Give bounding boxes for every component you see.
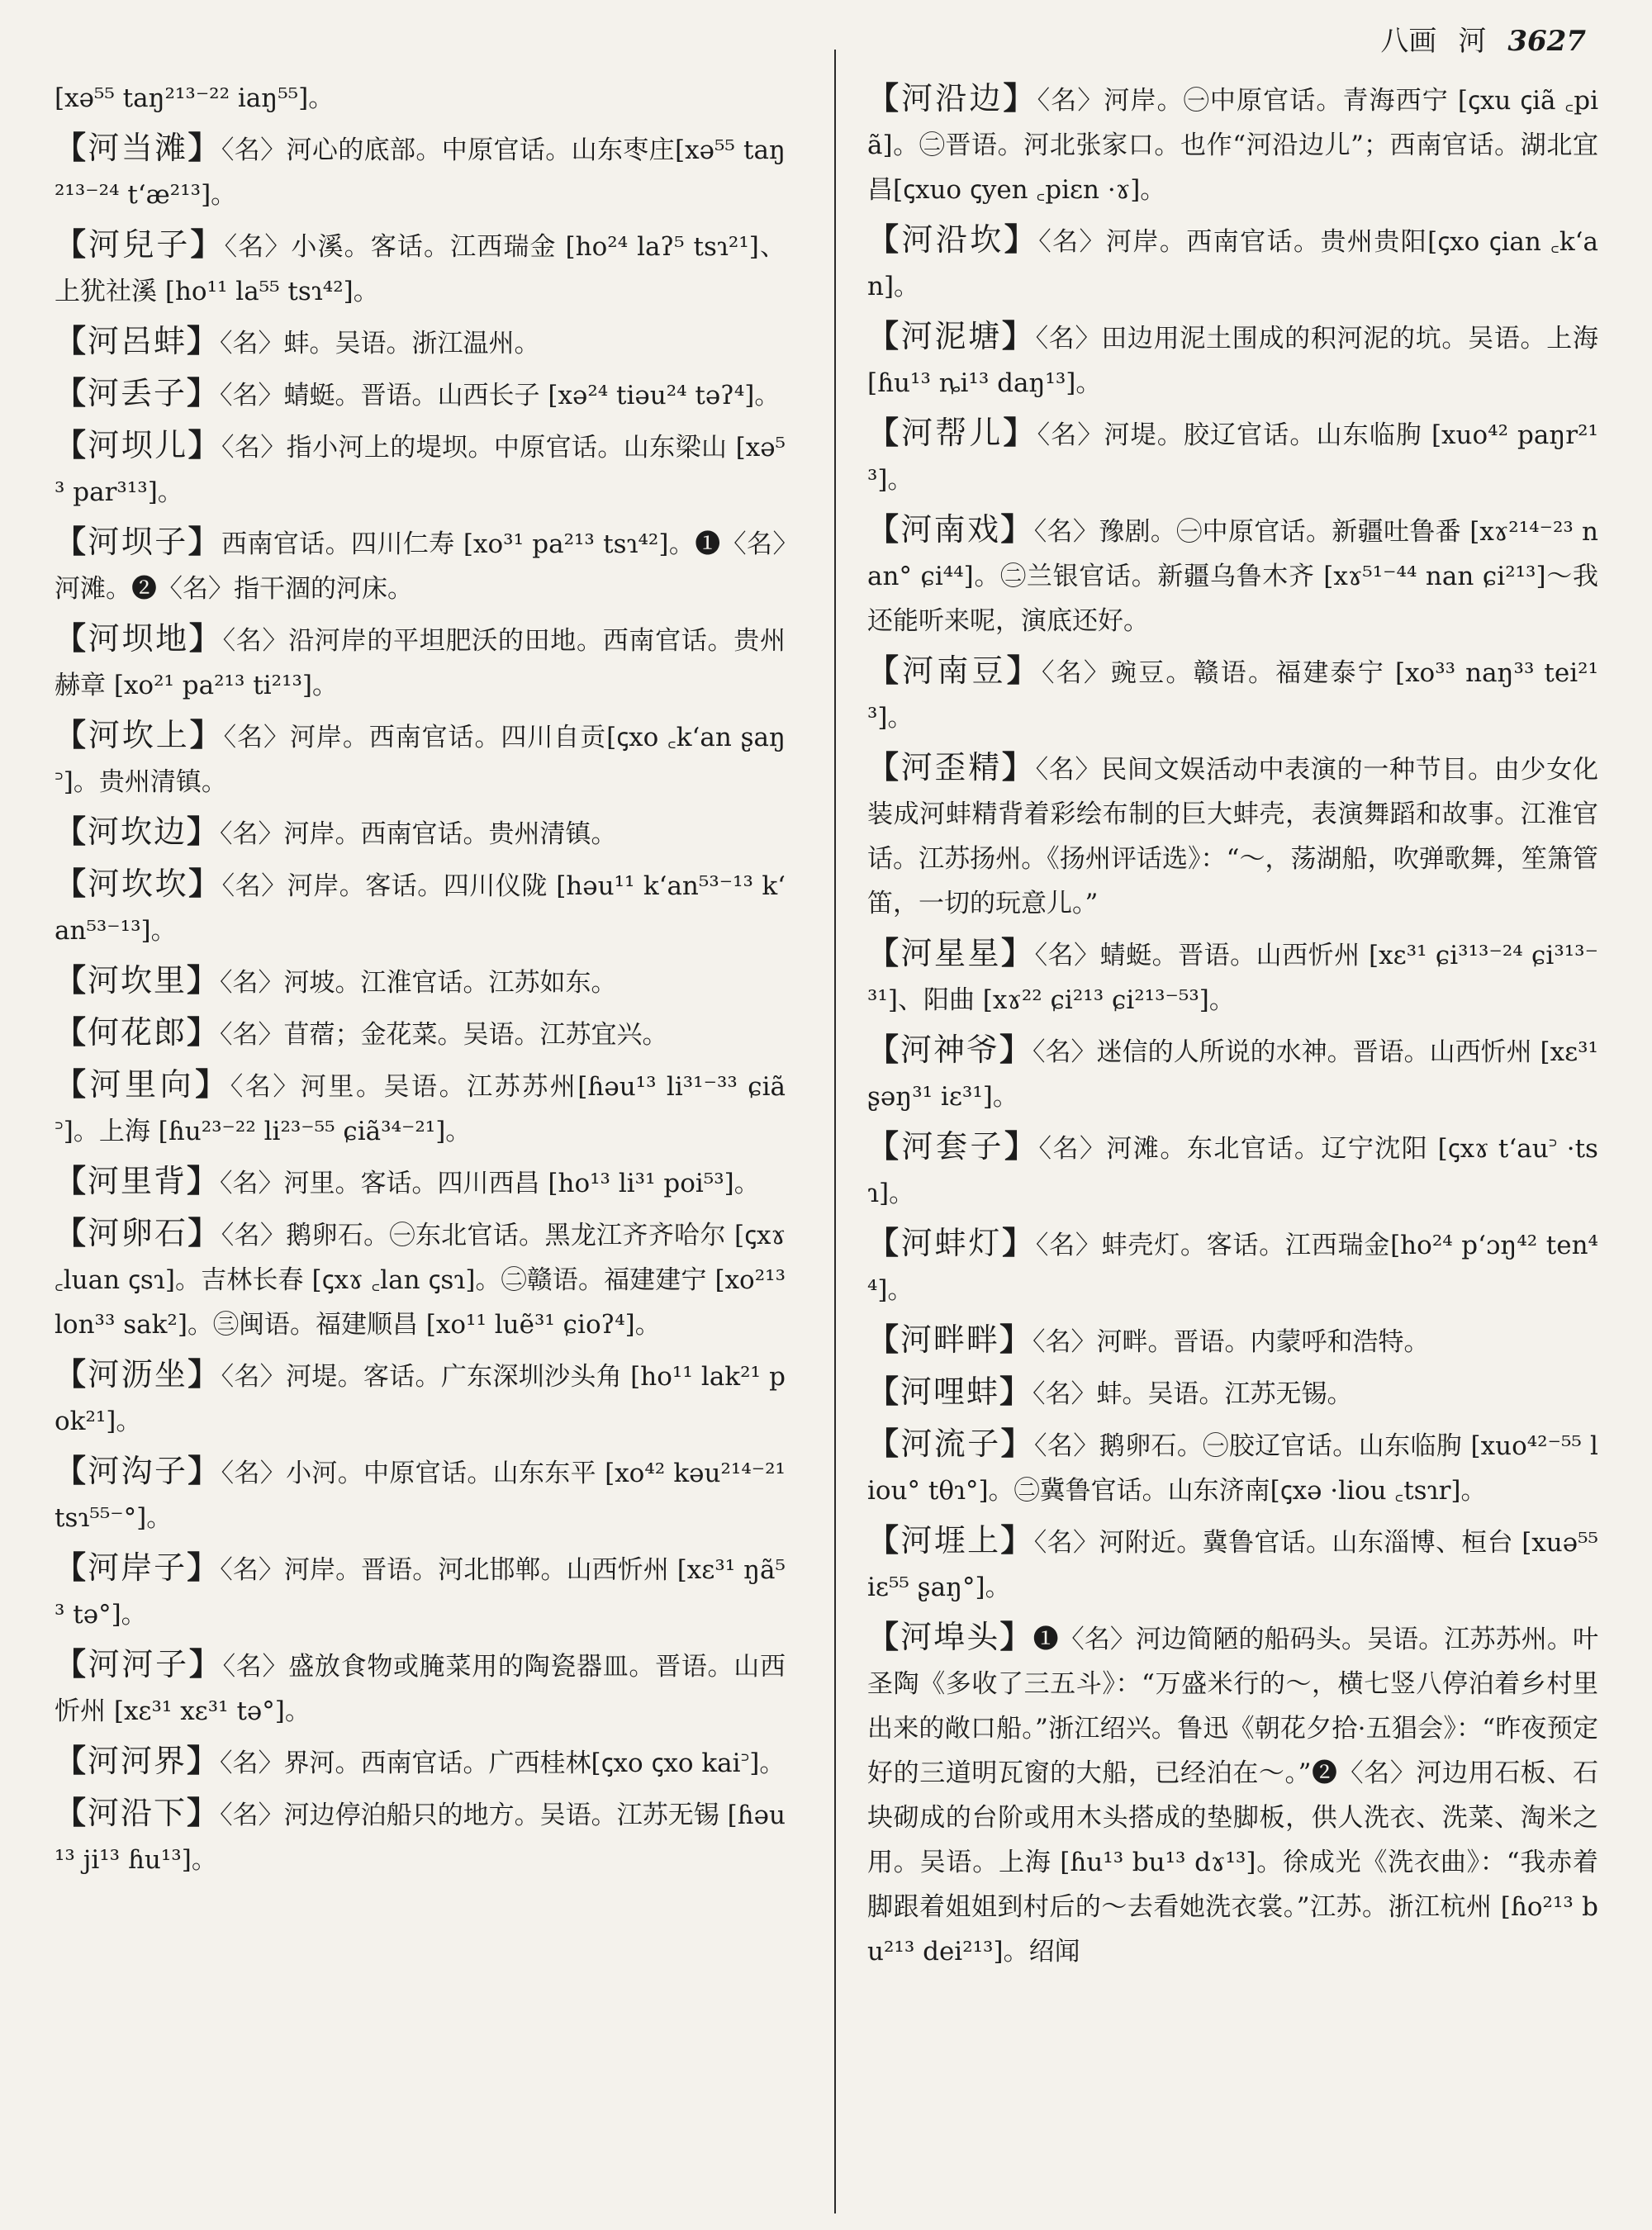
dictionary-entry [55, 371, 786, 418]
entry-headword: 【河流子】 [867, 1425, 1035, 1462]
entry-text: 〈名〉河畔。晋语。内蒙呼和浩特。 [1032, 1327, 1430, 1357]
entry-headword: 【河畔畔】 [867, 1321, 1033, 1358]
dictionary-entry [55, 1545, 786, 1637]
dictionary-entry [55, 222, 786, 314]
entry-headword: 【河坎里】 [55, 961, 221, 999]
entry-text: 〈名〉迷信的人所说的水神。晋语。山西忻州 [xɛ³¹ ʂəŋ³¹ iɛ³¹]。 [867, 1037, 1598, 1112]
entry-text: 〈名〉河堤。客话。广东深圳沙头角 [ho¹¹ lak²¹ pok²¹]。 [55, 1362, 786, 1436]
dictionary-entry [867, 410, 1598, 502]
entry-headword: 【河河子】 [55, 1645, 223, 1682]
entry-text: 〈名〉蚌。吴语。浙江温州。 [220, 329, 540, 358]
dictionary-entry [55, 423, 786, 515]
entry-text: 〈名〉鹅卵石。㊀东北官话。黑龙江齐齐哈尔 [ꞔxɤ ꜀luan ꞔsɿ]。吉林长春 [ꞔxɤ ꜀lan ꞔsɿ]。㊁赣语。福建建宁 [xo²¹³ lon³³ sak²]。㊂闽语。福建顺昌 [xo¹¹ luẽ³¹ ɕioʔ⁴]。 [55, 1221, 786, 1340]
entry-headword: 【河当滩】 [55, 129, 221, 166]
dictionary-entry [55, 126, 786, 217]
dictionary-entry [55, 1062, 786, 1154]
entry-headword: 【何花郎】 [55, 1013, 221, 1051]
entry-headword: 【河呂蚌】 [55, 322, 221, 359]
dictionary-entry [867, 1421, 1598, 1513]
dictionary-entry [867, 314, 1598, 406]
dictionary-entry [55, 1352, 786, 1444]
entry-headword: 【河沿坎】 [867, 221, 1039, 258]
right-column [867, 76, 1598, 1979]
entry-text: 〈名〉小河。中原官话。山东东平 [xo⁴² kəu²¹⁴⁻²¹ tsɿ⁵⁵⁻°]。 [55, 1459, 786, 1533]
entry-headword: 【河沟子】 [55, 1452, 221, 1489]
dictionary-entry [867, 1369, 1598, 1416]
dictionary-entry [55, 809, 786, 856]
dictionary-entry [55, 958, 786, 1005]
entry-text: 〈名〉河堤。胶辽官话。山东临朐 [xuo⁴² paŋr²¹³]。 [867, 420, 1598, 495]
entry-headword: 【河坎边】 [55, 813, 221, 850]
dictionary-entry [55, 1739, 786, 1786]
entry-headword: 【河堐上】 [867, 1521, 1034, 1559]
running-head [1380, 18, 1586, 59]
entry-text: 〈名〉河里。客话。四川西昌 [ho¹³ li³¹ poi⁵³]。 [220, 1169, 760, 1198]
dictionary-entry [55, 1211, 786, 1347]
entry-headword: 【河卵石】 [55, 1214, 221, 1251]
entry-text: 〈名〉河岸。㊀中原官话。青海西宁 [ꞔxu ꞔiã ꜀piã]。㊁晋语。河北张家口。也作“河沿边儿”；西南官话。湖北宜昌[ꞔxuo ꞔyen ꜀piɛn ·ɤ]。 [867, 86, 1598, 205]
entry-headword: 【河丢子】 [55, 374, 221, 411]
column-divider [834, 50, 836, 2213]
entry-headword: 【河坎上】 [55, 716, 224, 753]
entry-headword: 【河坝子】 [55, 523, 222, 560]
dictionary-entry [867, 1027, 1598, 1119]
entry-text: 〈名〉河附近。冀鲁官话。山东淄博、桓台 [xuə⁵⁵ iɛ⁵⁵ ʂaŋ°]。 [867, 1528, 1598, 1602]
entry-text: 〈名〉鹅卵石。㊀胶辽官话。山东临朐 [xuo⁴²⁻⁵⁵ liou° tθɿ°]。㊁冀鲁官话。山东济南[ꞔxə ·liou ꜀tsɿr]。 [867, 1431, 1598, 1506]
dictionary-entry [867, 1221, 1598, 1312]
dictionary-entry [55, 1010, 786, 1057]
entry-text: 〈名〉指小河上的堤坝。中原官话。山东梁山 [xə⁵³ par³¹³]。 [55, 433, 786, 507]
dictionary-entry [55, 319, 786, 366]
entry-text: 〈名〉蜻蜓。晋语。山西忻州 [xɛ³¹ ɕi³¹³⁻²⁴ ɕi³¹³⁻³¹]、阳曲 [xɤ²² ɕi²¹³ ɕi²¹³⁻⁵³]。 [867, 941, 1598, 1015]
entry-text: 〈名〉河里。吴语。江苏苏州[ɦəu¹³ li³¹⁻³³ ɕiã꜄]。上海 [ɦu²³⁻²² li²³⁻⁵⁵ ɕiã³⁴⁻²¹]。 [55, 1072, 786, 1146]
dictionary-entry [55, 713, 786, 804]
entry-headword: 【河泥塘】 [867, 317, 1036, 354]
entry-headword: 【河坎坎】 [55, 865, 222, 902]
entry-text: 〈名〉河岸。西南官话。贵州贵阳[ꞔxo ꞔian ꜀kʻan]。 [867, 227, 1598, 301]
entry-headword: 【河里背】 [55, 1162, 221, 1199]
entry-headword: 【河坝儿】 [55, 426, 221, 463]
entry-text: 〈名〉民间文娱活动中表演的一种节目。由少女化装成河蚌精背着彩绘布制的巨大蚌壳，表演舞蹈和故事。江淮官话。江苏扬州。《扬州评话选》：“～，荡湖船，吹弹歌舞，笙箫管笛，一切的玩意儿。” [867, 755, 1598, 918]
entry-text: 〈名〉豫剧。㊀中原官话。新疆吐鲁番 [xɤ²¹⁴⁻²³ nan° ɕi⁴⁴]。㊁兰银官话。新疆乌鲁木齐 [xɤ⁵¹⁻⁴⁴ nan ɕi²¹³]～我还能听来呢，演底还好。 [867, 517, 1598, 636]
entry-text: 〈名〉豌豆。赣语。福建泰宁 [xo³³ naŋ³³ tei²¹³]。 [867, 658, 1598, 733]
entry-text: 〈名〉蚌壳灯。客话。江西瑞金[ho²⁴ pʻɔŋ⁴² ten⁴⁴]。 [867, 1231, 1598, 1305]
entry-text: 〈名〉田边用泥土围成的积河泥的坑。吴语。上海 [ɦu¹³ ȵi¹³ daŋ¹³]。 [867, 324, 1598, 398]
entry-text: 〈名〉沿河岸的平坦肥沃的田地。西南官话。贵州赫章 [xo²¹ pa²¹³ ti²¹³]。 [55, 626, 786, 700]
entry-text: 〈名〉河坡。江淮官话。江苏如东。 [220, 968, 617, 998]
entry-headword: 【河神爷】 [867, 1031, 1033, 1068]
entry-text: 〈名〉河滩。东北官话。辽宁沈阳 [ꞔxɤ tʻau꜄ ·tsɿ]。 [867, 1134, 1598, 1208]
entry-headword: 【河埠头】 [867, 1618, 1033, 1655]
entry-headword: 【河蚌灯】 [867, 1224, 1036, 1261]
entry-headword: 【河坝地】 [55, 619, 223, 657]
entry-text: 〈名〉蜻蜓。晋语。山西长子 [xə²⁴ tiəu²⁴ təʔ⁴]。 [220, 381, 781, 410]
dictionary-entry [55, 861, 786, 953]
dictionary-entry [867, 76, 1598, 212]
entry-headword: 【河南戏】 [867, 510, 1034, 548]
page-number: 3627 [1507, 25, 1586, 58]
entry-headword: 【河河界】 [55, 1742, 221, 1779]
entry-headword: 【河里向】 [55, 1065, 230, 1103]
section-label: 八画 [1380, 25, 1437, 58]
entry-headword: 【河岸子】 [55, 1549, 221, 1586]
entry-headword: 【河套子】 [867, 1127, 1039, 1165]
dictionary-entry [55, 1791, 786, 1882]
entry-headword: 【河哩蚌】 [867, 1373, 1033, 1410]
entry-headword: 【河沿下】 [55, 1794, 221, 1831]
entry-text: 〈名〉河岸。西南官话。贵州清镇。 [220, 819, 617, 849]
dictionary-entry [867, 931, 1598, 1022]
entry-text: [xə⁵⁵ taŋ²¹³⁻²² iaŋ⁵⁵]。 [55, 83, 335, 113]
entry-text: 〈名〉河心的底部。中原官话。山东枣庄[xə⁵⁵ taŋ²¹³⁻²⁴ tʻæ²¹³]。 [55, 135, 786, 210]
entry-text: 〈名〉河边停泊船只的地方。吴语。江苏无锡 [ɦəu¹³ ji¹³ ɦu¹³]。 [55, 1801, 786, 1875]
entry-text: 〈名〉蚌。吴语。江苏无锡。 [1032, 1379, 1353, 1409]
entry-text: 〈名〉苜蓿；金花菜。吴语。江苏宜兴。 [220, 1020, 668, 1050]
entry-headword: 【河兒子】 [55, 225, 225, 263]
entry-text: 〈名〉河岸。晋语。河北邯郸。山西忻州 [xɛ³¹ ŋã⁵³ tə°]。 [55, 1555, 786, 1630]
entry-text: 〈名〉小溪。客话。江西瑞金 [ho²⁴ laʔ⁵ tsɿ²¹]、上犹社溪 [ho¹¹ la⁵⁵ tsɿ⁴²]。 [55, 232, 786, 306]
dictionary-entry [55, 1449, 786, 1540]
dictionary-entry [55, 520, 786, 611]
entry-headword: 【河星星】 [867, 934, 1035, 971]
dictionary-entry [867, 1317, 1598, 1364]
entry-text: 〈名〉河岸。客话。四川仪陇 [həu¹¹ kʻan⁵³⁻¹³ kʻan⁵³⁻¹³]。 [55, 871, 786, 946]
dictionary-entry [867, 745, 1598, 926]
entry-text: 〈名〉界河。西南官话。广西桂林[ꞔxo ꞔxo kai꜄]。 [220, 1748, 786, 1778]
dictionary-entry [867, 1518, 1598, 1610]
entry-text: 〈名〉河岸。西南官话。四川自贡[ꞔxo ꜀kʻan ʂaŋ꜄]。贵州清镇。 [55, 723, 786, 797]
entry-headword: 【河沥坐】 [55, 1355, 221, 1393]
dictionary-entry [55, 1159, 786, 1206]
entry-headword: 【河歪精】 [867, 748, 1036, 785]
dictionary-entry [55, 616, 786, 708]
radical-label: 河 [1458, 25, 1487, 58]
entry-headword: 【河帮儿】 [867, 414, 1037, 451]
entry-text: ❶〈名〉河边简陋的船码头。吴语。江苏苏州。叶圣陶《多收了三五斗》：“万盛米行的～，横七竖八停泊着乡村里出来的敞口船。”浙江绍兴。鲁迅《朝花夕拾·五猖会》：“昨夜预定好的三道明瓦窗的大船，已经泊在～。”❷〈名〉河边用石板、石块砌成的台阶或用木头搭成的垫脚板，供人洗衣、洗菜、淘米之用。吴语。上海 [ɦu¹³ bu¹³ dɤ¹³]。徐成光《洗衣曲》：“我赤着脚跟着姐姐到村后的～去看她洗衣裳。”江苏。浙江杭州 [ɦo²¹³ bu²¹³ dei²¹³]。绍闻 [867, 1625, 1598, 1967]
dictionary-entry [55, 1642, 786, 1734]
dictionary-entry [867, 648, 1598, 740]
dictionary-entry [867, 1124, 1598, 1216]
dictionary-entry [867, 507, 1598, 643]
dictionary-entry [867, 217, 1598, 309]
dictionary-entry [55, 76, 786, 121]
entry-headword: 【河沿边】 [867, 79, 1037, 116]
entry-text: 西南官话。四川仁寿 [xo³¹ pa²¹³ tsɿ⁴²]。❶〈名〉河滩。❷〈名〉指干涸的河床。 [55, 529, 786, 604]
entry-text: 〈名〉盛放食物或腌菜用的陶瓷器皿。晋语。山西忻州 [xɛ³¹ xɛ³¹ tə°]。 [55, 1652, 786, 1726]
left-column [55, 76, 786, 1887]
entry-headword: 【河南豆】 [867, 652, 1042, 689]
dictionary-entry [867, 1615, 1598, 1974]
